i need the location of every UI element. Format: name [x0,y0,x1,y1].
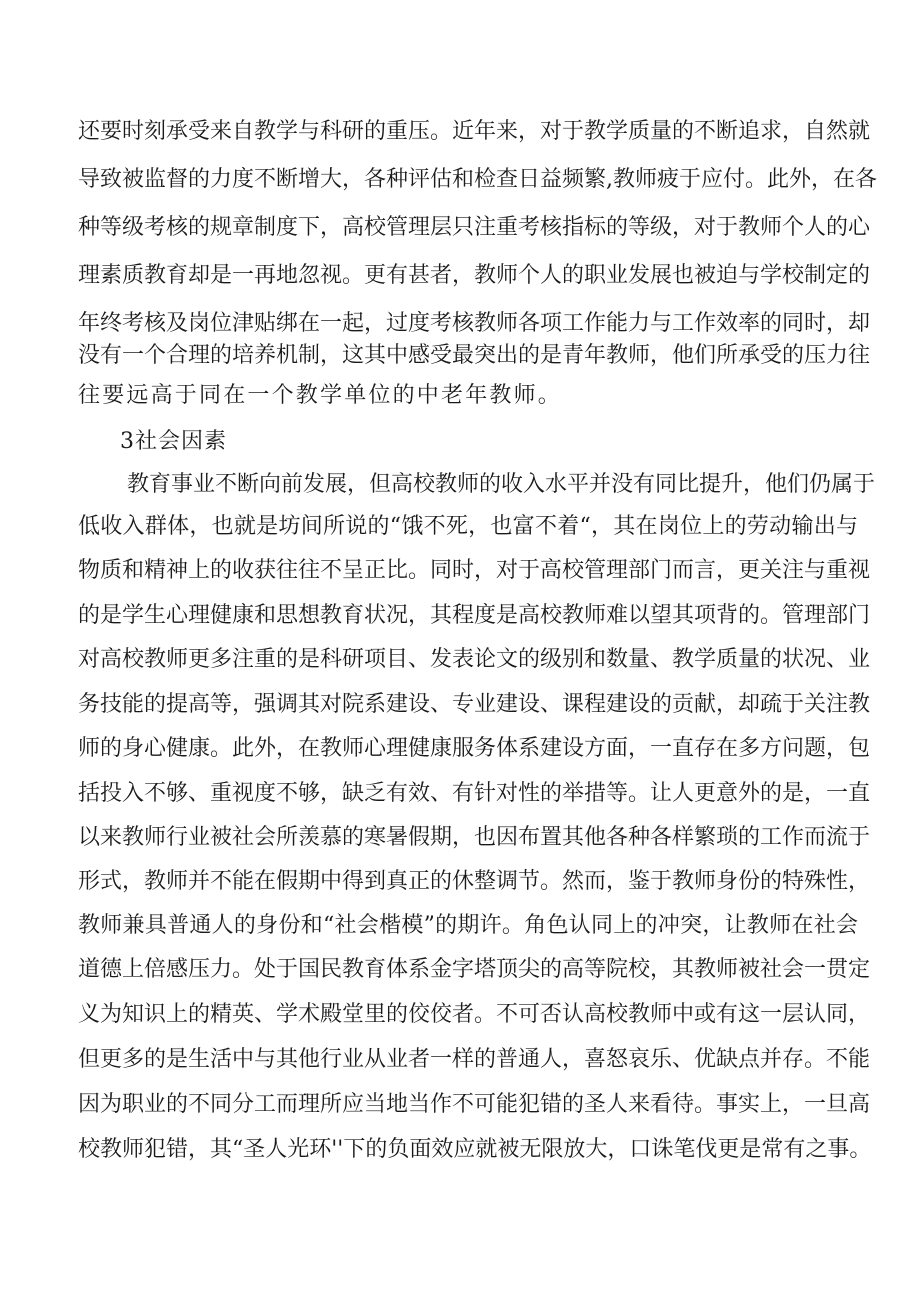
paragraph-1-line-2: 导致被监督的力度不断增大，各种评估和检查日益频繁,教师疲于应付。此外，在各 [78,167,877,192]
paragraph-2-line-2: 低收入群体，也就是坊间所说的“饿不死，也富不着“，其在岗位上的劳动输出与 [78,514,858,539]
paragraph-1-line-5: 年终考核及岗位津贴绑在一起，过度考核教师各项工作能力与工作效率的同时，却 [78,311,871,336]
paragraph-2-line-16: 校教师犯错，其“圣人光环''下的负面效应就被无限放大，口诛笔伐更是常有之事。 [78,1137,872,1162]
paragraph-2-line-9: 以来教师行业被社会所羡慕的寒暑假期，也因布置其他各种各样繁琐的工作而流于 [78,825,871,850]
paragraph-1-line-3: 种等级考核的规章制度下，高校管理层只注重考核指标的等级，对于教师个人的心 [78,215,871,240]
paragraph-2-line-12: 道德上倍感压力。处于国民教育体系金字塔顶尖的高等院校，其教师被社会一贯定 [78,957,871,982]
paragraph-2-line-7: 师的身心健康。此外，在教师心理健康服务体系建设方面，一直存在多方问题，包 [78,736,871,761]
paragraph-1-line-7: 往要远高于同在一个教学单位的中老年教师。 [78,383,563,408]
paragraph-2-line-11: 教师兼具普通人的身份和“社会楷模”的期许。角色认同上的冲突，让教师在社会 [78,913,858,938]
section-heading: 3社会因素 [120,429,227,454]
paragraph-2-line-13: 义为知识上的精英、学术殿堂里的佼佼者。不可否认高校教师中或有这一层认同， [78,1002,871,1027]
paragraph-2-line-14: 但更多的是生活中与其他行业从业者一样的普通人，喜怒哀乐、优缺点并存。不能 [78,1047,871,1072]
paragraph-2-line-10: 形式，教师并不能在假期中得到真正的休整调节。然而，鉴于教师身份的特殊性， [78,869,871,894]
paragraph-2-line-3: 物质和精神上的收获往往不呈正比。同时，对于高校管理部门而言，更关注与重视 [78,558,871,583]
paragraph-1-line-6: 没有一个合理的培养机制，这其中感受最突出的是青年教师，他们所承受的压力往 [78,343,871,368]
paragraph-1-line-4: 理素质教育却是一再地忽视。更有甚者，教师个人的职业发展也被迫与学校制定的 [78,263,871,288]
paragraph-2-line-15: 因为职业的不同分工而理所应当地当作不可能犯错的圣人来看待。事实上，一旦高 [78,1092,871,1117]
paragraph-2-line-5: 对高校教师更多注重的是科研项目、发表论文的级别和数量、教学质量的状况、业 [78,647,871,672]
paragraph-2-line-6: 务技能的提高等，强调其对院系建设、专业建设、课程建设的贡献，却疏于关注教 [78,692,871,717]
paragraph-2-line-8: 括投入不够、重视度不够，缺乏有效、有针对性的举措等。让人更意外的是，一直 [78,781,871,806]
paragraph-2-line-1: 教育事业不断向前发展，但高校教师的收入水平并没有同比提升，他们仍属于 [127,472,876,497]
paragraph-1-line-1: 还要时刻承受来自教学与科研的重压。近年来，对于教学质量的不断追求，自然就 [78,119,871,144]
paragraph-2-line-4: 的是学生心理健康和思想教育状况，其程度是高校教师难以望其项背的。管理部门 [78,603,871,628]
